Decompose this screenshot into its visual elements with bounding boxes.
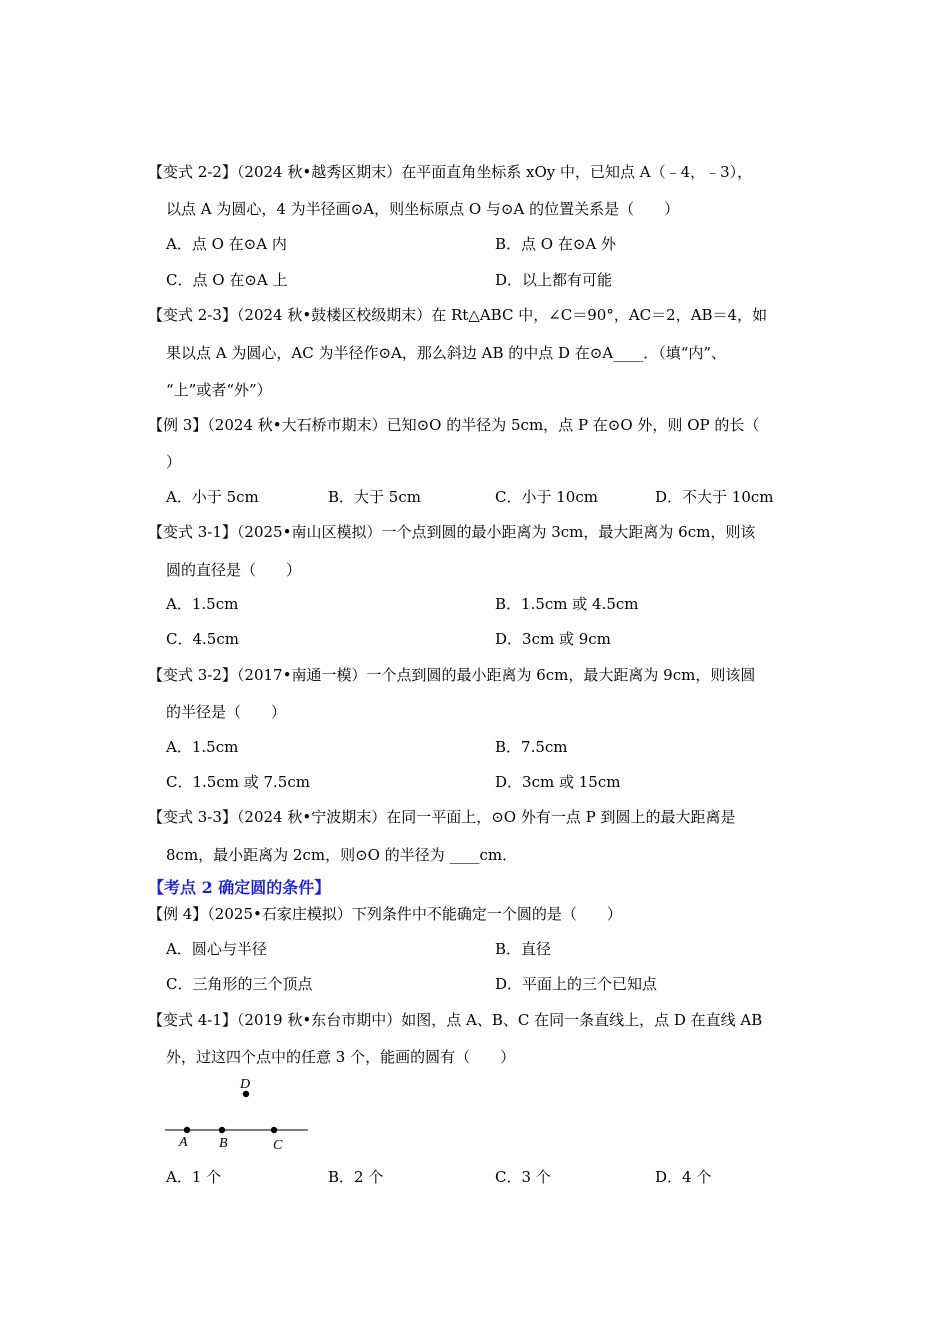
label-b: B [219,1136,228,1151]
question-v2-2-line1: 【变式 2-2】（2024 秋•越秀区期末）在平面直角坐标系 xOy 中，已知点 A（﹣4，﹣3）， [148,163,753,181]
question-ex3-line1: 【例 3】（2024 秋•大石桥市期末）已知⊙O 的半径为 5cm，点 P 在⊙O 外，则 OP 的长（ [148,416,760,434]
option-c: C．小于 10cm [495,488,598,506]
option-d: D．以上都有可能 [495,271,613,289]
question-ex3-line2: ） [166,453,182,471]
option-a: A．1 个 [166,1168,222,1186]
option-a: A．1.5cm [166,738,239,756]
question-v3-3-line2: 8cm，最小距离为 2cm，则⊙O 的半径为 ____cm． [166,846,518,864]
question-v3-1-line2: 圆的直径是（ ） [166,561,302,579]
section-heading: 【考点 2 确定圆的条件】 [148,878,331,897]
question-v4-1-line1: 【变式 4-1】（2019 秋•东台市期中）如图，点 A、B、C 在同一条直线上，点 D 在直线 AB [148,1011,763,1029]
option-c: C．三角形的三个顶点 [166,975,313,993]
option-b: B．点 O 在⊙A 外 [495,235,617,253]
option-c: C．3 个 [495,1168,551,1186]
option-b: B．2 个 [328,1168,384,1186]
label-d: D [240,1077,251,1092]
question-v3-3-line1: 【变式 3-3】（2024 秋•宁波期末）在同一平面上，⊙O 外有一点 P 到圆上的最大距离是 [148,808,736,826]
option-c: C．1.5cm 或 7.5cm [166,773,310,791]
question-v3-1-line1: 【变式 3-1】（2025•南山区模拟）一个点到圆的最小距离为 3cm，最大距离为 6cm，则该 [148,523,756,541]
option-d: D．3cm 或 15cm [495,773,621,791]
label-c: C [273,1138,283,1153]
points-line-figure [160,1072,320,1160]
question-v3-2-line2: 的半径是（ ） [166,703,287,721]
option-d: D．平面上的三个已知点 [495,975,658,993]
option-b: B．1.5cm 或 4.5cm [495,595,639,613]
option-a: A．圆心与半径 [166,940,267,958]
option-b: B．大于 5cm [328,488,421,506]
question-v2-2-line2: 以点 A 为圆心，4 为半径画⊙A，则坐标原点 O 与⊙A 的位置关系是（ ） [166,200,680,218]
option-b: B．直径 [495,940,552,958]
option-b: B．7.5cm [495,738,568,756]
question-ex4-line1: 【例 4】（2025•石家庄模拟）下列条件中不能确定一个圆的是（ ） [148,905,622,923]
option-d: D．不大于 10cm [655,488,774,506]
question-v2-3-line3: “上”或者“外”） [166,381,272,399]
question-v4-1-line2: 外，过这四个点中的任意 3 个，能画的圆有（ ） [166,1048,516,1066]
option-c: C．点 O 在⊙A 上 [166,271,288,289]
option-a: A．点 O 在⊙A 内 [166,235,287,253]
option-d: D．3cm 或 9cm [495,630,611,648]
option-a: A．1.5cm [166,595,239,613]
label-a: A [179,1135,188,1150]
point-c [271,1127,277,1133]
option-a: A．小于 5cm [166,488,259,506]
point-b [219,1127,225,1133]
option-c: C．4.5cm [166,630,239,648]
question-v2-3-line2: 果以点 A 为圆心，AC 为半径作⊙A，那么斜边 AB 的中点 D 在⊙A____．（填“内”、 [166,344,727,362]
point-a [184,1127,190,1133]
question-v2-3-line1: 【变式 2-3】（2024 秋•鼓楼区校级期末）在 Rt△ABC 中，∠C＝90°，AC＝2，AB＝4，如 [148,306,768,324]
question-v3-2-line1: 【变式 3-2】（2017•南通一模）一个点到圆的最小距离为 6cm，最大距离为 9cm，则该圆 [148,666,756,684]
option-d: D．4 个 [655,1168,712,1186]
